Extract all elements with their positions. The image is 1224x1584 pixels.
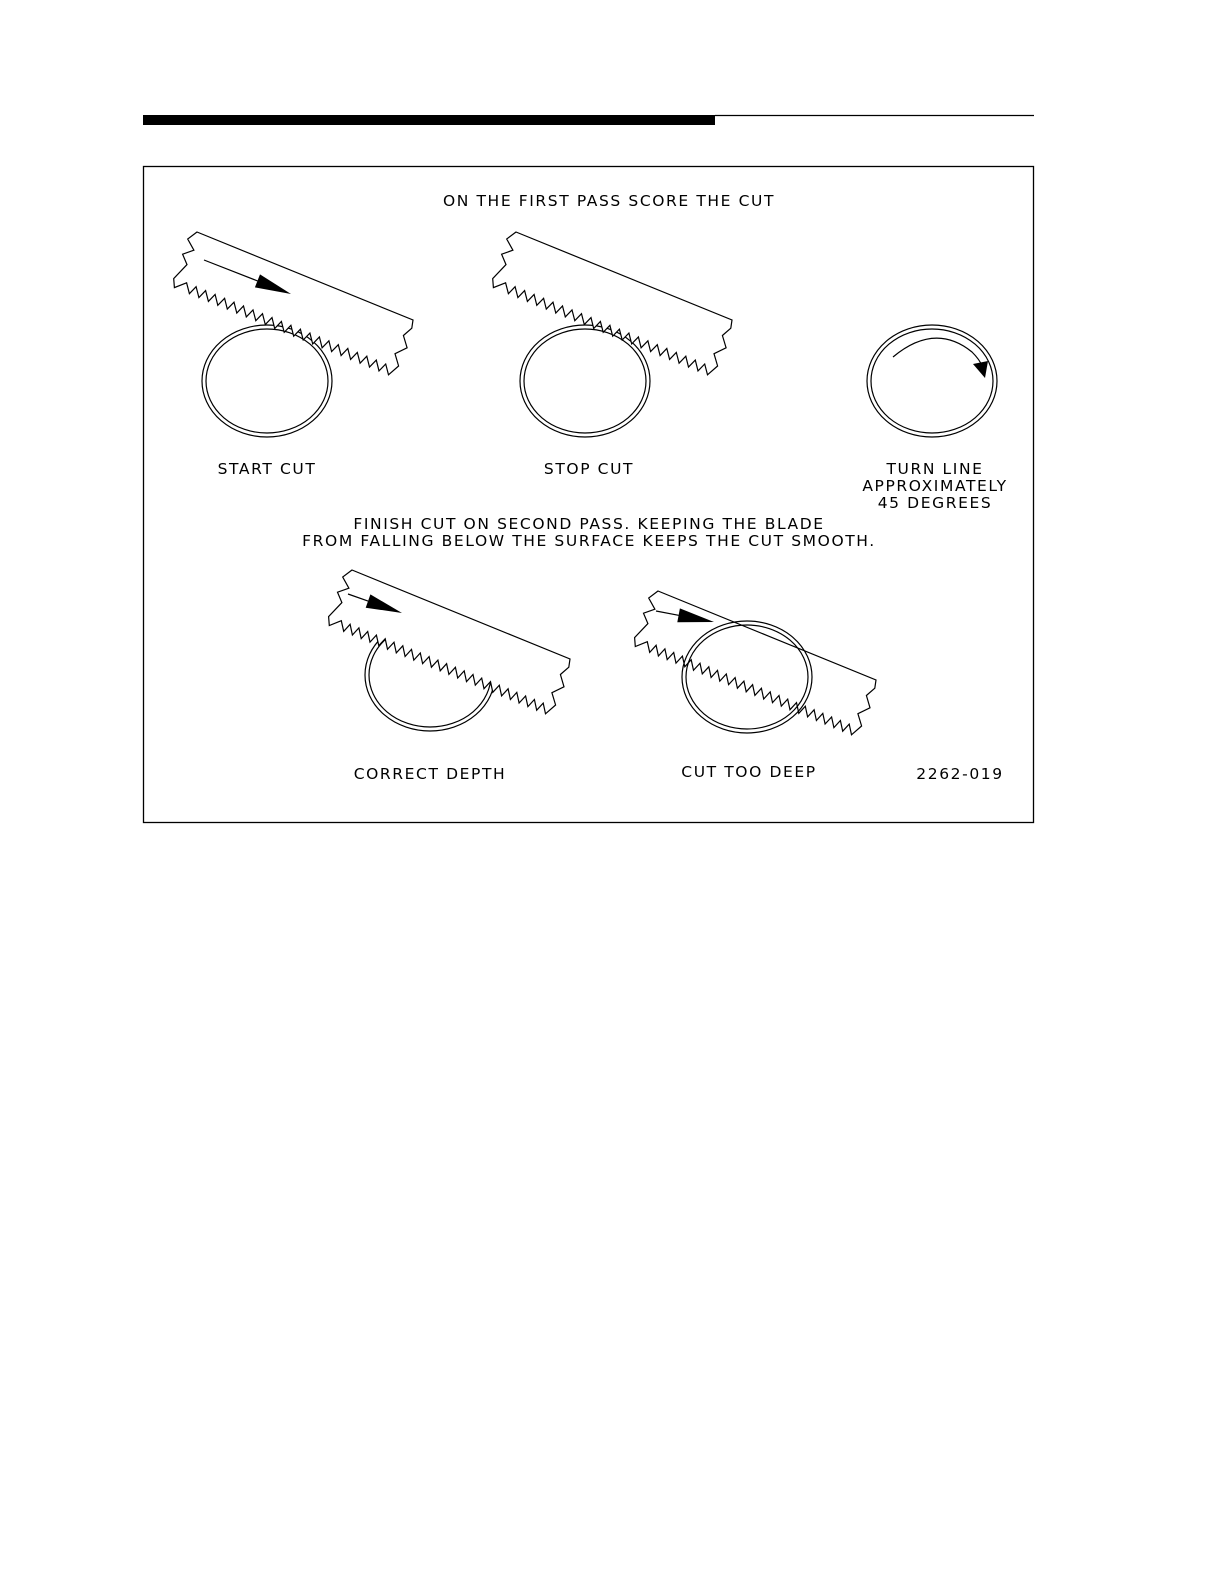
label-turn-line-2: APPROXIMATELY [862, 477, 1008, 495]
label-turn-line-3: 45 DEGREES [877, 494, 993, 512]
label-start-cut: START CUT [217, 460, 317, 478]
turn-line-ring-outer [867, 325, 997, 437]
stop-cut-ring-inner [524, 329, 646, 433]
turn-line-rotation-arrow-head [973, 361, 988, 378]
turn-line-rotation-arrow-icon [893, 338, 982, 366]
label-turn-line-1: TURN LINE [886, 460, 984, 478]
header-rule-thick [143, 115, 715, 125]
correct-depth-saw-blade-icon [329, 570, 570, 714]
finish-note-line-1: FINISH CUT ON SECOND PASS. KEEPING THE BLADE [353, 515, 825, 533]
figure-number: 2262-019 [916, 765, 1004, 783]
figure-heading: ON THE FIRST PASS SCORE THE CUT [442, 192, 776, 210]
stop-cut-ring-outer [520, 325, 650, 437]
label-cut-too-deep: CUT TOO DEEP [681, 763, 817, 781]
turn-line-ring-inner [871, 329, 993, 433]
start-cut-ring-inner [206, 329, 328, 433]
label-stop-cut: STOP CUT [543, 460, 635, 478]
finish-note-line-2: FROM FALLING BELOW THE SURFACE KEEPS THE CUT SMOOTH. [302, 532, 876, 550]
label-correct-depth: CORRECT DEPTH [353, 765, 507, 783]
cut-too-deep-saw-blade-icon [635, 591, 876, 735]
